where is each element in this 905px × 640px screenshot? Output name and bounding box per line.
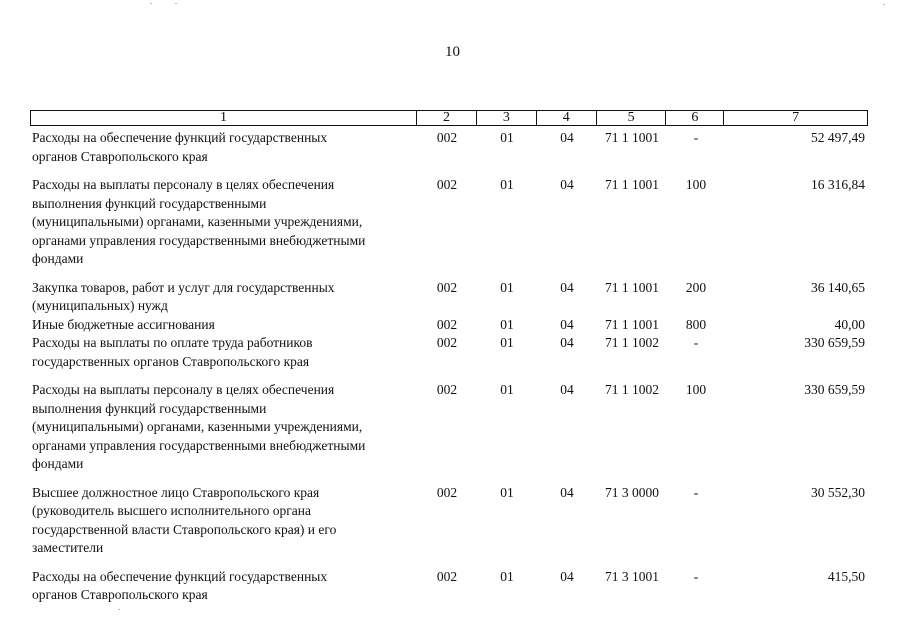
cell-c3: 01 [500, 316, 514, 332]
table-row [30, 381, 868, 474]
cell-c6: - [693, 484, 699, 500]
cell-c3: 01 [500, 335, 514, 350]
cell-c5: 71 1 1001 [605, 177, 659, 192]
cell-c6: 200 [685, 279, 707, 295]
description-line: выполнения функций государственными [32, 195, 267, 211]
header-col-7: 7 [792, 110, 800, 125]
description-line: органами управления государственными внебюджетными [32, 437, 366, 453]
cell-c2: 002 [436, 568, 458, 584]
cell-c2: 002 [436, 316, 458, 332]
cell-c4: 04 [560, 335, 574, 350]
description-line: (муниципальных) нужд [32, 298, 168, 313]
row-gap [30, 269, 868, 279]
description-line: Закупка товаров, работ и услуг для государственных [32, 279, 335, 295]
cell-c2: 002 [436, 177, 458, 192]
description-line: Расходы на выплаты персоналу в целях обеспечения [32, 177, 335, 192]
table-row [30, 279, 868, 316]
description-line: государственной власти Ставропольского края) и его [32, 521, 337, 537]
description-line: (муниципальными) органами, казенными учреждениями, [32, 419, 363, 434]
cell-c4: 04 [560, 568, 574, 584]
cell-c6: 100 [685, 177, 707, 192]
row-description [30, 334, 417, 371]
row-description [30, 381, 417, 474]
cell-c3: 01 [500, 484, 514, 500]
cell-c3: 01 [500, 177, 514, 192]
description-line: (муниципальными) органами, казенными учреждениями, [32, 214, 363, 229]
scan-speck [150, 3, 152, 4]
cell-c3: 01 [500, 279, 514, 295]
cell-c2: 002 [436, 335, 458, 350]
cell-c6: 100 [685, 382, 707, 397]
table-row [30, 334, 868, 371]
cell-c2: 002 [436, 279, 458, 295]
table-row [30, 568, 868, 605]
row-gap [30, 371, 868, 381]
cell-c5: 71 3 0000 [605, 484, 659, 500]
scan-speck [118, 609, 120, 610]
description-line: выполнения функций государственными [32, 400, 267, 416]
cell-c7: 415,50 [827, 568, 865, 584]
description-line: государственных органов Ставропольского края [32, 353, 310, 369]
cell-c6: - [693, 568, 699, 584]
cell-c6: - [693, 335, 699, 350]
row-gap [30, 474, 868, 484]
cell-c2: 002 [436, 130, 458, 145]
cell-c7: 16 316,84 [811, 177, 865, 192]
description-line: Расходы на выплаты персоналу в целях обеспечения [32, 382, 335, 397]
header-col-4: 4 [537, 111, 597, 125]
cell-c4: 04 [560, 130, 574, 145]
cell-c2: 002 [436, 382, 458, 397]
table-row [30, 484, 868, 558]
cell-c7: 30 552,30 [811, 484, 865, 500]
row-gap [30, 558, 868, 568]
row-gap [30, 166, 868, 176]
header-col-6: 6 [666, 111, 724, 125]
description-line: Расходы на выплаты по оплате труда работников [32, 335, 313, 350]
description-line: Высшее должностное лицо Ставропольского края [32, 484, 320, 500]
table-header [30, 110, 868, 126]
description-line: заместители [32, 540, 104, 555]
cell-c3: 01 [500, 568, 514, 584]
row-description [30, 568, 417, 605]
cell-c6: - [693, 130, 699, 145]
header-col-3: 3 [477, 111, 537, 125]
description-line: Расходы на обеспечение функций государственных [32, 568, 328, 584]
cell-c5: 71 1 1002 [605, 335, 659, 350]
cell-c7: 52 497,49 [811, 130, 865, 145]
row-description [30, 176, 417, 269]
cell-c4: 04 [560, 279, 574, 295]
description-line: органами управления государственными внебюджетными [32, 232, 366, 248]
cell-c5: 71 1 1002 [605, 382, 659, 397]
row-description [30, 279, 417, 316]
cell-c7: 40,00 [834, 316, 865, 332]
description-line: Расходы на обеспечение функций государственных [32, 130, 328, 145]
cell-c7: 36 140,65 [811, 279, 865, 295]
table-row [30, 129, 868, 166]
page-number: 10 [445, 44, 460, 60]
row-description [30, 316, 417, 335]
cell-c4: 04 [560, 177, 574, 192]
cell-c2: 002 [436, 484, 458, 500]
cell-c4: 04 [560, 316, 574, 332]
row-description [30, 129, 417, 166]
description-line: Иные бюджетные ассигнования [32, 316, 215, 332]
row-description [30, 484, 417, 558]
scan-speck [883, 4, 885, 5]
cell-c5: 71 1 1001 [605, 279, 659, 295]
cell-c3: 01 [500, 382, 514, 397]
cell-c6: 800 [685, 316, 707, 332]
description-line: фондами [32, 251, 84, 266]
table-body [30, 129, 868, 605]
cell-c4: 04 [560, 484, 574, 500]
table-row [30, 176, 868, 269]
cell-c5: 71 1 1001 [605, 316, 659, 332]
description-line: органов Ставропольского края [32, 587, 208, 602]
description-line: (руководитель высшего исполнительного органа [32, 503, 312, 518]
description-line: органов Ставропольского края [32, 148, 208, 164]
description-line: фондами [32, 456, 84, 471]
cell-c4: 04 [560, 382, 574, 397]
cell-c7: 330 659,59 [804, 382, 865, 397]
table-row [30, 316, 868, 335]
header-col-1: 1 [31, 111, 417, 125]
cell-c7: 330 659,59 [804, 335, 865, 350]
scan-speck [175, 3, 177, 4]
cell-c5: 71 3 1001 [605, 568, 659, 584]
cell-c5: 71 1 1001 [605, 130, 659, 145]
header-col-2: 2 [417, 111, 477, 125]
header-col-5: 5 [597, 111, 667, 125]
cell-c3: 01 [500, 130, 514, 145]
